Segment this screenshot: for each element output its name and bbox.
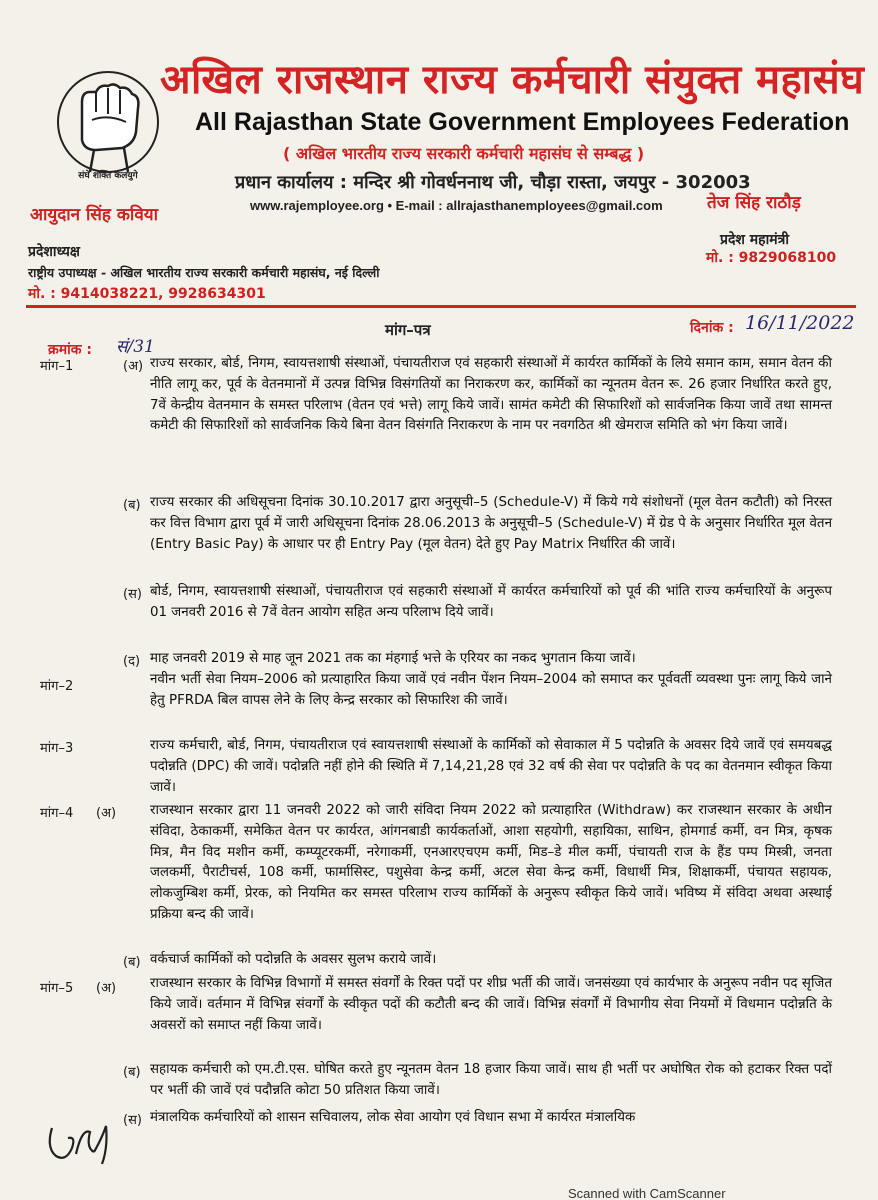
demand-number: मांग–2 [40, 679, 74, 694]
demand-text: राज्य कर्मचारी, बोर्ड, निगम, पंचायतीराज एवं स्वायत्तशाषी संस्थाओं के कार्मिकों को सेवाकाल में 5 पदोन्नति के अवसर दिये जावें एवं समयबद्ध पदोन्नति (DPC) की जावें। पदोन्नति नहीं होने की स्थिति में 7,14,21,28 एवं 32 वर्ष की सेवा पर पदोन्नति के पद का वेतनमान स्वीकृत किया जावें। [150, 738, 832, 795]
demand-text: मंत्रालयिक कर्मचारियों को शासन सचिवालय, लोक सेवा आयोग एवं विधान सभा में कार्यरत मंत्रालयिक [150, 1110, 636, 1125]
demand-text: सहायक कर्मचारी को एम.टी.एस. घोषित करते हुए न्यूनतम वेतन 18 हजार किया जावें। साथ ही भर्ती पर अघोषित रोक को हटाकर रिक्त पदों पर भर्ती की जावें एवं पदौन्नति कोटा 50 प्रतिशत किया जावें। [150, 1062, 832, 1098]
demand-number: मांग–4 [40, 806, 74, 821]
president-name: आयुदान सिंह कविया [30, 205, 159, 225]
president-post: प्रदेशाध्यक्ष [28, 244, 80, 260]
affiliation-line: ( अखिल भारतीय राज्य सरकारी कर्मचारी महासंघ से सम्बद्ध ) [283, 144, 645, 163]
federation-name-english: All Rajasthan State Government Employees Federation [195, 108, 850, 136]
demand-text: राजस्थान सरकार द्वारा 11 जनवरी 2022 को जारी संविदा नियम 2022 को प्रत्याहारित (Withdraw) कर राजस्थान सरकार के अधीन संविदा, ठेकाकर्मी, समेकित वेतन पर कार्यरत, आंगनबाडी कार्यकर्ताओं, आशा सहयोगी, सहायिका, साथिन, होमगार्ड कर्मी, वन मित्र, कृषक मित्र, मैन विद मशीन कर्मी, कम्प्यूटरकर्मी, नरेगाकर्मी, एनआरएचएम कर्मी, मिड–डे मील कर्मी, पंचायती राज के हैंड पम्प मिस्त्री, जनता जलकर्मी, पैराटीचर्स, 108 कर्मी, फार्मासिस्ट, पशुसेवा केन्द्र कर्मी, अटल सेवा केन्द्र कर्मी, विधार्थी मित्र, शिक्षाकर्मी, पंचायत सहायक, लोकजुम्बिश कर्मी, प्रेरक, को नियमित कर समस्त परिलाभ राज्य कार्मिकों के अनुरूप स्वीकृत किये जावें। भविष्य में संविदा अथवा अस्थाई प्रक्रिया बन्द की जावें। [150, 803, 832, 922]
date-label: दिनांक : [690, 320, 734, 336]
demand-subpart: (स) [123, 1113, 142, 1128]
demand-subpart: (द) [123, 654, 141, 669]
demand-text: वर्कचार्ज कार्मिकों को पदोन्नति के अवसर सुलभ कराये जावें। [150, 952, 437, 967]
demand-text: माह जनवरी 2019 से माह जून 2021 तक का मंहगाई भत्ते के एरियर का नकद भुगतान किया जावें। [150, 651, 636, 666]
federation-name-hindi: अखिल राजस्थान राज्य कर्मचारी संयुक्त महासंघ [160, 56, 865, 103]
demand-number: मांग–5 [40, 981, 74, 996]
demand-subpart: (स) [123, 587, 142, 602]
demand-subpart: (अ) [123, 359, 144, 374]
general-secretary-phone: मो. : 9829068100 [706, 250, 837, 266]
scanner-watermark: Scanned with CamScanner [568, 1186, 726, 1200]
head-office-address: प्रधान कार्यालय : मन्दिर श्री गोवर्धननाथ जी, चौड़ा रास्ता, जयपुर - 302003 [235, 172, 751, 193]
reference-label: क्रमांक : [48, 342, 92, 358]
document-title: मांग–पत्र [385, 321, 431, 339]
general-secretary-name: तेज सिंह राठौड़ [707, 193, 801, 213]
demand-subpart: (ब) [123, 955, 141, 970]
demand-subpart: (ब) [123, 498, 141, 513]
logo-motto: संघे शक्ति कलयुगे [78, 171, 138, 181]
demand-subpart: (अ) [96, 806, 117, 821]
demand-text: राज्य सरकार, बोर्ड, निगम, स्वायत्तशाषी संस्थाओं, पंचायतीराज एवं सहकारी संस्थाओं में कार्यरत कार्मिकों के लिये समान काम, समान वेतन की नीति लागू कर, पूर्व के वेतनमानों में उत्पन्न विभिन्न विसंगतियों का निराकरण कर, कार्मिकों का न्यूनतम वेतन रू. 26 हजार निर्धारित करते हुए, 7वें केन्द्रीय वेतनमान के समस्त परिलाभ (वेतन एवं भत्ते) लागू किये जावें। सामंत कमेटी की सिफारिशों को सार्वजनिक किया जावें तथा सामन्त कमेटी की सिफारिशों को सार्वजनिक किये बिना वेतन विसंगति निराकरण के नाम पर नवगठित श्री खेमराज समिति को भंग किया जावें। [150, 356, 832, 434]
demand-subpart: (ब) [123, 1065, 141, 1080]
demand-text: बोर्ड, निगम, स्वायत्तशाषी संस्थाओं, पंचायतीराज एवं सहकारी संस्थाओं में कार्यरत कर्मचारियों को पूर्व की भांति राज्य कर्मचारियों के अनुरूप 01 जनवरी 2016 से 7वें वेतन आयोग सहित अन्य परिलाभ दिये जावें। [150, 584, 832, 620]
date-value: 16/11/2022 [745, 312, 855, 334]
contact-line: www.rajemployee.org • E-mail : allrajasthanemployees@gmail.com [250, 198, 663, 213]
reference-number: सं/31 [116, 337, 155, 357]
demand-text: राजस्थान सरकार के विभिन्न विभागों में समस्त संवर्गों के रिक्त पदों पर शीघ्र भर्ती की जावें। जनसंख्या एवं कार्यभार के अनुरूप नवीन पद सृजित किये जावें। वर्तमान में विभिन्न संवर्गों के स्वीकृत पदों की कटौती बन्द की जावें। विभिन्न संवर्गों में विभागीय सेवा नियमों में विधमान पदोन्नति के अवसरों को समाप्त नहीं किया जावें। [150, 976, 832, 1033]
demand-text: राज्य सरकार की अधिसूचना दिनांक 30.10.2017 द्वारा अनुसूची–5 (Schedule-V) में किये गये संशोधनों (मूल वेतन कटौती) को निरस्त कर वित्त विभाग द्वारा पूर्व में जारी अधिसूचना दिनांक 28.06.2013 के अनुसूची–5 (Schedule-V) में ग्रेड पे के अनुसार निर्धारित मूल वेतन (Entry Basic Pay) के आधार पर ही Entry Pay (मूल वेतन) देते हुए Pay Matrix निर्धारित की जावें। [150, 495, 832, 552]
vice-president-line: राष्ट्रीय उपाध्यक्ष - अखिल भारतीय राज्य सरकारी कर्मचारी महासंघ, नई दिल्ली [28, 265, 380, 280]
demand-number: मांग–3 [40, 741, 74, 756]
demand-number: मांग–1 [40, 359, 74, 374]
president-phone: मो. : 9414038221, 9928634301 [28, 286, 266, 302]
general-secretary-post: प्रदेश महामंत्री [720, 232, 789, 248]
signature-icon [42, 1108, 152, 1168]
demand-subpart: (अ) [96, 981, 117, 996]
demand-text: नवीन भर्ती सेवा नियम–2006 को प्रत्याहारित किया जावें एवं नवीन पेंशन नियम–2004 को समाप्त कर पूर्ववर्ती व्यवस्था पुनः लागू किये जाने हेतु PFRDA बिल वापस लेने के लिए केन्द्र सरकार को सिफारिश की जावें। [150, 672, 832, 708]
